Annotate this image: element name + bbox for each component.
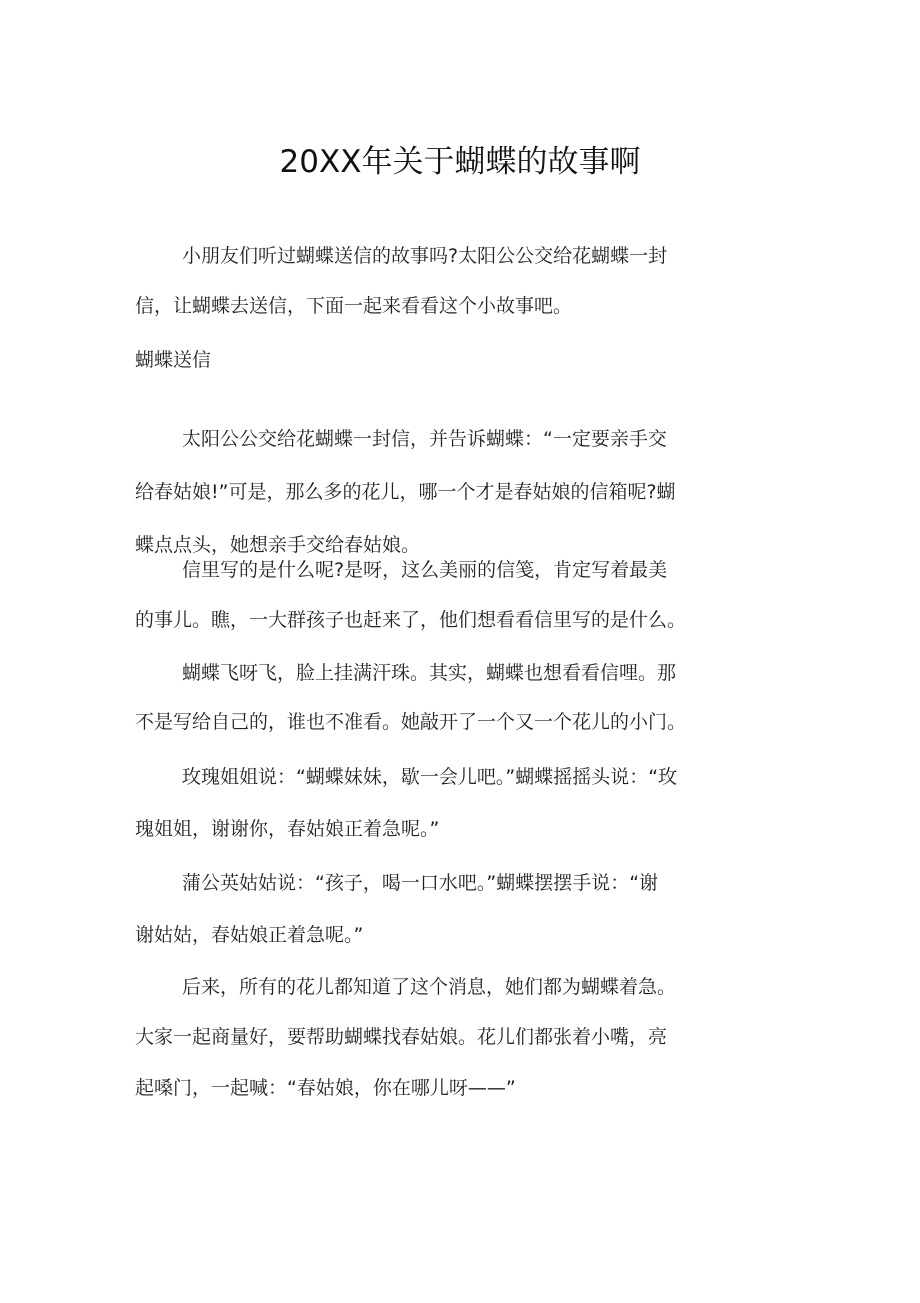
paragraph-line: 玫瑰姐姐说：“蝴蝶妹妹，歇一会儿吧。”蝴蝶摇摇头说：“玫 <box>182 766 678 788</box>
paragraph-line: 谢姑姑，春姑娘正着急呢。” <box>135 924 364 946</box>
paragraph-line: 的事儿。瞧，一大群孩子也赶来了，他们想看看信里写的是什么。 <box>135 609 687 631</box>
section-heading: 蝴蝶送信 <box>135 349 212 371</box>
paragraph-line: 太阳公公交给花蝴蝶一封信，并告诉蝴蝶：“一定要亲手交 <box>182 428 667 450</box>
paragraph-line: 蒲公英姑姑说：“孩子，喝一口水吧。”蝴蝶摆摆手说：“谢 <box>182 872 659 894</box>
paragraph-line: 大家一起商量好，要帮助蝴蝶找春姑娘。花儿们都张着小嘴，亮 <box>135 1026 668 1048</box>
paragraph-line: 给春姑娘!”可是，那么多的花儿，哪一个才是春姑娘的信箱呢?蝴 <box>135 481 676 503</box>
paragraph-line: 蝶点点头，她想亲手交给春姑娘。 <box>135 534 421 556</box>
paragraph-line: 蝴蝶飞呀飞，脸上挂满汗珠。其实，蝴蝶也想看看信哩。那 <box>182 662 677 684</box>
paragraph-line: 信，让蝴蝶去送信，下面一起来看看这个小故事吧。 <box>135 295 573 317</box>
paragraph-line: 起嗓门，一起喊：“春姑娘，你在哪儿呀——” <box>135 1077 516 1099</box>
paragraph-line: 瑰姐姐，谢谢你，春姑娘正着急呢。” <box>135 818 440 840</box>
paragraph-line: 后来，所有的花儿都知道了这个消息，她们都为蝴蝶着急。 <box>182 976 677 998</box>
paragraph-line: 不是写给自己的，谁也不准看。她敲开了一个又一个花儿的小门。 <box>135 711 687 733</box>
paragraph-line: 小朋友们听过蝴蝶送信的故事吗?太阳公公交给花蝴蝶一封 <box>182 245 668 267</box>
document-title: 20XX年关于蝴蝶的故事啊 <box>279 144 641 180</box>
paragraph-line: 信里写的是什么呢?是呀，这么美丽的信笺，肯定写着最美 <box>182 559 668 581</box>
